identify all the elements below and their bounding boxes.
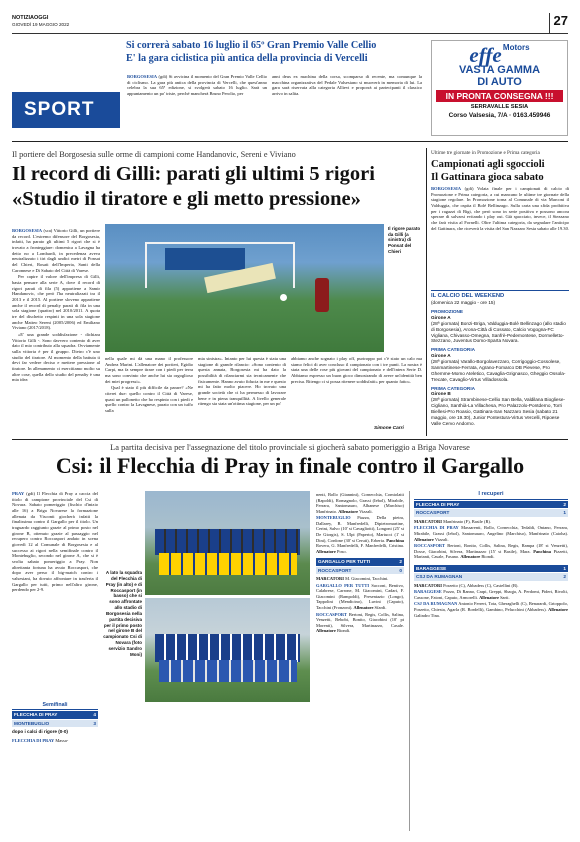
pray-lineup-start [12, 738, 98, 744]
team-name: FLECCHIA DI PRAY [416, 501, 460, 507]
recuperi-title: I recuperi [414, 491, 568, 500]
promo-title-2: Il Gattinara gioca sabato [431, 171, 544, 183]
gargallo-lineup [316, 583, 404, 611]
ad-address: Corso Valsesia, 7/A · 0163.459946 [448, 111, 551, 119]
score: 2 [563, 574, 566, 580]
team-name: ROCCASPORT [318, 567, 352, 573]
recupero-1-flecchia [414, 525, 568, 542]
recupero-2-csj [414, 601, 568, 618]
promo-dateline: BORGOSESIA [431, 186, 462, 191]
cycling-col-2 [272, 74, 422, 132]
cycling-text-1: (gdi) Si avvicina il momento del Gran Premio Valle Cellio di ciclismo. La gara più antica della provincia di Vercelli, che quest'anno celebra la sua 65ª edizione, si svolgerà sabato 16 luglio. Sarà un appuntamento un po' triste, perché mancherà Bruno Perolio, per [127, 74, 267, 97]
section-label: SPORT [12, 92, 120, 128]
gilli-text-1c: «E' una grande soddisfazione - dichiara Vittorio Gilli -. Sono davvero contento di aver dato il mio contributo alla squadra. Ovviamente sulla vittoria è per il gruppo. Dietro c'è uno studio del tiratore. Al momento della battuta ti devi far vedere deciso e mettere pressione al tiratore. In allenamento ci esercitiamo molto su altre cose, quella dello studio del penalty è una mia idea [12, 332, 100, 383]
promo-fixtures-3: (28ª giornata) Strambinese-Cellio San Bella, Valdilana Biogliese-Cigliano, Santhià-La Villachesa, Pro Palazzolo-Pontderno, Torri Biellesi-Pro Roasio, Gattinara-San Nazzaro Sesia (sabato 21 maggio, ore 19.30), Junior Pontestura-Virtus Vercelli, Ripoese Valle Cervo Andorno. [431, 397, 566, 426]
cycling-headline [126, 40, 426, 66]
score: 1 [563, 565, 566, 571]
semifinal-team-1 [12, 711, 98, 719]
coach-label: Allenatore [460, 554, 481, 560]
promo-text [431, 186, 569, 286]
coach-name: Poso. [337, 548, 347, 554]
gilli-col-1 [12, 228, 100, 432]
motors-ad[interactable] [431, 40, 568, 136]
ball [280, 294, 287, 301]
gilli-text-4: abbiamo anche sognato i play off, purtroppo poi c'è stato un calo ma siamo felici di aver concluso il campionato con i tre punti. La nostra è stata una delle rose più giovani del campionato e dell'intera Serie D. Abbiamo espresso un buon gioco dimostrando di avere un'identità ben precisa. Ritengo ci si possa ritenere soddisfatti» per quanto fatto». [291, 356, 422, 384]
recupero-1-roccasport [414, 543, 568, 560]
team-photo-roccasport [145, 598, 310, 702]
coach-name: Biondi. [481, 554, 495, 560]
scorers-names: Manfrinato (F), Basile (R). [443, 518, 492, 524]
cycling-dateline: BORGOSESIA [127, 74, 158, 79]
scorers-label: MARCATORI [414, 582, 442, 588]
gilli-col-4 [291, 356, 422, 424]
promo-league-2: PRIMA CATEGORIA [431, 347, 476, 353]
pray-lineup-team: FLECCHIA DI PRAY [12, 738, 55, 744]
recupero-1-scorers [414, 519, 568, 525]
semifinal-name-1: FLECCHIA DI PRAY [14, 712, 58, 718]
team-name: GARGALLO PER TUTTI [318, 559, 371, 565]
lineup-names: Pozzo, Di Ranno, Crapi, Greppi, Shaqja, A. Perdomi, Pideri, Rivolti, Cassone, Fatoni, Caputo, Armorelli. [414, 589, 568, 600]
gilli-kicker: Il portiere del Borgosesia sulle orme di campioni come Handanovic, Sereni e Viviano [12, 150, 296, 159]
gilli-title-1: Il record di Gilli: parati gli ultimi 5 rigori [12, 163, 375, 185]
promo-league-3: PRIMA CATEGORIA [431, 385, 476, 391]
gargallo-scorers [316, 576, 404, 582]
players-front-row [159, 660, 297, 682]
divider [12, 439, 568, 440]
recupero-2-scorers [414, 583, 568, 589]
gilli-dateline: BORGOSESIA [12, 228, 43, 233]
promo-kicker: Ultime tre giornate in Promozione e Prima categoria [431, 150, 540, 156]
recupero-1-team-1 [414, 501, 568, 509]
pray-lineup-text: Massa- [55, 738, 69, 744]
stadium-banner [165, 248, 245, 270]
players-back-row [155, 529, 300, 555]
coach-label: Allenatore [414, 536, 434, 542]
montebuglio-lineup [316, 515, 404, 554]
divider [12, 141, 568, 142]
promo-fixtures-1: (28ª giornata) Bonzi-Briga, Valduggia-Bolè Bellinzago (allo stadio di Borgosesia), Arona-Città di Cossato, Calcio Vogogna-FC Vigliana, Chivasso-Omegna, Sanfrè-Pedemontese, Dormelletto-Stezzano, Juventus Domo-Sparta Novara. [431, 320, 566, 344]
team-photo-flecchia [145, 491, 310, 595]
gilli-text-1: (sca) Vittorio Gilli, un portiere da record. L'estremo difensore del Borgosesia, infatti, ha parato gli ultimi 5 rigori che si è trovato a fronteggiare: domenica a Lavagna ha detto no a Lombardi, in precedenza aveva neutralizzato i tiri dagli undici metri di Ponsat del Chieri, Rosati dell'Imperia, Santi della Caronnese e Di Sabato del Città di Varese. [12, 228, 100, 273]
recuperi-column [414, 491, 568, 836]
gilli-col-3 [198, 356, 286, 432]
gilli-title-2: «Studio il tiratore e gli metto pressione» [12, 187, 361, 210]
montebuglio-names: Piazza, Della pietra, Dallarey, B. Manfredelli, Dipietromartine, Cerini, Salvo (10' st Cavagliotti), Longoni (25' st De Giorgis), S. Ulpi (Paperio), Martucci (1' st Dini), Cordone (30' st Ceruti), Erberia. [316, 515, 404, 543]
scorers-label: MARCATORI [316, 576, 344, 582]
ad-city: SERRAVALLE SESIA [470, 104, 529, 111]
roccasport-names: Bertoni, Regis, Collis, Salina, Venzetti, Bebobi, Bonito, Giacobini (10' pt Morenti), Silvera, Martinazzo, Casale. [316, 611, 404, 628]
promo-fixtures-2: (28ª giornata) Varallo-Borgolavezzaro, Corrigoggio-Cossolese, Sanmartinese-Ferrata, Agrano-Fomarco DB Pievese, Pro Ghemme-Momo Ateletico, Cavaglia-Grignasco, Gheggio Ossola-Trecate, Cavaglio-Virtus Villadossola. [431, 359, 566, 382]
recupero-2-team-2 [414, 573, 568, 581]
players-back-row [155, 634, 300, 662]
cycling-title-1: Si correrà sabato 16 luglio il 65º Gran Premio Valle Cellio [126, 40, 377, 51]
bench-names: Pizzetti, Marianti, Casale, Fasano. [414, 548, 568, 560]
ad-brand: effe [469, 43, 502, 67]
photo-caption: Il rigore parato da Gilli (a sinistra) di Ponsat del Chieri [388, 226, 421, 254]
bench-label: Panchina [386, 537, 404, 543]
pray-headline: Csi: il Flecchia di Pray in finale contro il Gargallo [55, 453, 525, 478]
pray-kicker: La partita decisiva per l'assegnazione del titolo provinciale si giocherà sabato pomeriggio a Briga Novarese [110, 443, 470, 452]
col-divider [426, 148, 427, 436]
gilli-col-2 [105, 356, 193, 432]
promo-group-2: Girone A [431, 353, 451, 359]
recupero-2-baraggese [414, 589, 568, 600]
paper-name: NOTIZIAOGGI [12, 15, 49, 21]
bench-label: Panchina [533, 548, 551, 554]
score: 0 [399, 567, 402, 573]
ad-line3: IN PRONTA CONSEGNA !!! [436, 90, 563, 102]
coach-label: Allenatore [338, 508, 359, 514]
pray-text-1: (gdi) Il Flecchia di Pray a caccia del titolo di campione provinciale del Csi di Novara. Sabato pomeriggio (fischio d'inizio alle 16) a Briga Novarese la formazione allenata da Visconti giocherà infatti la finalissima contro il Gargallo per il titolo. Un traguardo raggiunto grazie al primo posto nel girone B, ottenuto grazie al passaggio nel recupero contro Roccasport andato in scena giovedì 12 al Comunale di Borgosesia e al successo ai rigori nella semifinale contro il Montebuglio, secondo nel girone A, che si è svolta sabato pomeriggio a Pray. Non altrettanta fortuna ha avuto Roccasport, che dopo aver perso il big-match contro i valsesiani, ha dovuto affrontare in trasferta il Gargallo per tutti, primo nell'altro girone, perdendo per 2-9. [12, 491, 98, 593]
pray-col-2 [316, 491, 404, 831]
semifinal-team-2 [12, 720, 98, 728]
scorers-names: M. Giacomini, Tacchini. [345, 576, 389, 582]
goalkeeper-photo [105, 224, 384, 352]
gilli-text-3: mia sinistra». Intanto per lui questa è stata una stagione di grande rilancio: «Sono contento di questa annata, Borgosesia mi ha dato la possibilità di rilanciarmi sia tecnicamente che fisicamente. Hanno avuto fiducia in me e questo mi ha fatto molto piacere. Ho trovato una grande società che ci ha permesso di lavorare bene e in piena tranquillità. A livello generale ritengo sia stata un'ottima stagione, per un po' [198, 356, 286, 407]
semifinal-title: Semifinali [12, 702, 98, 710]
penalty-taker [315, 278, 329, 312]
gilli-headline [12, 162, 422, 211]
gargallo-team: GARGALLO PER TUTTI [316, 582, 370, 588]
lineup-names: Antonio Ferreri, Tota, Gheraghelli (C), Benarardi, Grioppolo, Porzetto, Chiesta, Agarla (R. Bordelli), Gambino, Pelucchini (Abbadess). [414, 601, 568, 612]
weekend-box [431, 290, 569, 436]
promo-headline [431, 159, 569, 184]
semifinal-note: dopo i calci di rigore (0-0) [12, 729, 68, 735]
promo-league-1: PROMOZIONE [431, 309, 464, 315]
page-number: 27 [549, 13, 568, 33]
scorers-label: MARCATORI [414, 518, 442, 524]
score: 2 [399, 559, 402, 565]
gilli-text-1b: Per capire il valore dell'impresa di Gilli, basta pensare alla serie A, dove il record di rigori parati di fila (5) appartiene a Samir Handanovic, che però l'ha neutralizzati tra il 2013 e il 2015. Al portiere sloveno appartiene anche il record di penalty parati di fila in una sola stagione (quattro) nel 2010/2011. A quota tre del dischetto respinti in una sola stagione anche Matteo Sereni (2005/2006) ed Emiliano Viviano (2017/2018). [12, 274, 100, 331]
score: 2 [563, 501, 566, 507]
cycling-text-2: anni deus ex machina della corsa, scomparso di recente, ma comunque la macchina organizzativa del Pedale Valsesiano si muoverà in memoria di lui. La gara sarà riservata alla categoria Allievi e proporrà ai partecipanti il classico arrivo in salita. [272, 74, 422, 97]
gilli-text-2b: Qual è stato il più difficile da parare? «Ne citerei due: quello contro il Città di Varese, quasi un pallonetto che ho respinto con i piedi e quello contro la Lavagnese, parato con un tuffo sulla [105, 385, 193, 414]
promo-group-3: Girone B [431, 391, 451, 397]
coach-name: Vizzali. [359, 508, 373, 514]
team-name: ROCCASPORT [414, 543, 445, 549]
masthead-bar [12, 12, 568, 34]
weekend-title: IL CALCIO DEL WEEKEND [431, 290, 569, 300]
semifinal-score-2: 3 [93, 720, 96, 726]
team-name: CSJ DA RUMAGNAN [414, 601, 458, 607]
team-name: BARAGGESE [414, 589, 442, 595]
team-name: ROCCASPORT [416, 510, 450, 516]
promo-title-1: Campionati agli sgoccioli [431, 159, 545, 170]
scorers-names: Porzetto (C), Abbadess (C), Castellini (B). [443, 582, 519, 588]
promo-body: (gdi) Volata finale per i campionati di calcio di Promozione e Prima categoria, a cui mancano le ultime tre giornate della stagione regolare. In Promozione torna al Comunale di via Marconi il Valduggia, che ospita il Bolé Bellinzago. Sulla carta una sfida proibitiva per i ragazzi di Bigi, che però sono in serie positiva e possono ancora sperare di salvarsi evitando i play out. Già spacciato, invece, il Stezzano che farà visita al Fornelli. Oltre l'ultima categoria, da segnalare l'anticipo del Gattinara, che riceverà la visita del San Nazzaro Sesia sabato alle 19.30. [431, 186, 569, 231]
team-name: CSJ DA RUMAGNAN [416, 574, 463, 580]
ad-logo [432, 43, 567, 65]
promo-group-1: Girone A [431, 314, 451, 320]
gilli-author: Simone Carri [374, 426, 404, 431]
weekend-subtitle: (domenica 22 maggio - ore 15) [431, 300, 496, 306]
coach-label: Allenatore [316, 628, 336, 634]
coach-label: Allenatore [353, 605, 374, 610]
coach-name: Sfardi. [374, 605, 387, 610]
lineup-names: Massarenti, Bollo, Cornecchia, Tedaldi, Ontano, Ferrara, Mirabile, Grassi (Iebol), Santomauro, Angelino (Marchiso), Manfrinato (Caioha). [414, 525, 568, 536]
coach-name: Biondi. [337, 628, 351, 634]
cycling-col-1 [127, 74, 267, 132]
gilli-text-2: nella quale mi dà una mano il professore Andrea Marini. L'allenatore dei portieri, Egidio Carpi, ma fa sempre tirare con i piedi per terra ma sono convinto che anche lui sia orgoglioso dei miei progressi». [105, 356, 193, 384]
semifinal-score-1: 4 [93, 712, 96, 718]
ad-brand2: Motors [502, 43, 530, 52]
pray-dateline: PRAY [12, 491, 25, 496]
pray-lineup-names: nenti, Bollo (Giannini), Cornecchia, Corniolatti (Rapoldi), Romagnolo, Grassi (Iebol), Mirabile, Ferrara, Santomauro, Albanese (Marchiso) Manfrinato. [316, 492, 404, 514]
issue-date: GIOVEDÌ 19 MAGGIO 2022 [12, 22, 70, 27]
ad-line2: DI AUTO [477, 75, 522, 88]
players-front-row [159, 553, 297, 575]
pray-lineup-cont [316, 492, 404, 514]
coach-label: Allenatore [316, 548, 336, 554]
cycling-title-2: E' la gara ciclistica più antica della provincia di Vercelli [126, 52, 368, 64]
lineup-names: Bertoni, Bonito, Collis, Salina, Regis, Rampa (18' st Venzetti), Dosse, Giacobini, Silvera, Martinazzo (15' st Basile), Mara. [414, 543, 568, 554]
semifinal-name-2: MONTEBUGLIO [14, 720, 50, 726]
coach-name: Galindro Tina. [414, 612, 440, 618]
team-name: BARAGGESE [416, 565, 447, 571]
montebuglio-team: MONTEBUGLIO [316, 515, 351, 521]
coach-label: Allenatore [479, 594, 499, 600]
recupero-1-team-2 [414, 509, 568, 517]
ad-line1: VASTA GAMMA [458, 64, 541, 76]
roccasport-lineup [316, 612, 404, 634]
coach-label: Allenatore [548, 607, 568, 612]
match-gargallo-team-1 [316, 558, 404, 566]
team-name: FLECCHIA DI PRAY [414, 525, 459, 531]
roccasport-team: ROCCASPORT [316, 611, 347, 617]
bench-names: Rovera, G. Manfredelli, F. Manfredelli, Cristina. [316, 543, 404, 549]
semifinal-box [12, 702, 98, 744]
pray-col-1 [12, 491, 98, 699]
match-gargallo-team-2 [316, 567, 404, 575]
gargallo-names: Sacconi, Bentivo, Calabrese, Carrone, M. Giacomini, Cadari, F. Giacomini (Rampoldi), Presentazio (Longo), Tappolini (Mendicino), Luvini (Caputo), Tacchini (Fronzoni). [316, 582, 404, 610]
recupero-2-team-1 [414, 565, 568, 573]
coach-name: Sarti. [500, 594, 510, 600]
coach-name: Vizzali. [434, 536, 449, 542]
team-photo-caption: A lato la squadra del Flecchia di Pray (in alto) e di Roccasport (in basso) che si sono affrontate allo stadio di Borgosesia nella partita decisiva per il primo posto nel girone B del campionato Csi di Novara (foto servizio Sandro Moni) [103, 570, 142, 657]
score: 1 [563, 510, 566, 516]
col-divider [409, 491, 410, 831]
